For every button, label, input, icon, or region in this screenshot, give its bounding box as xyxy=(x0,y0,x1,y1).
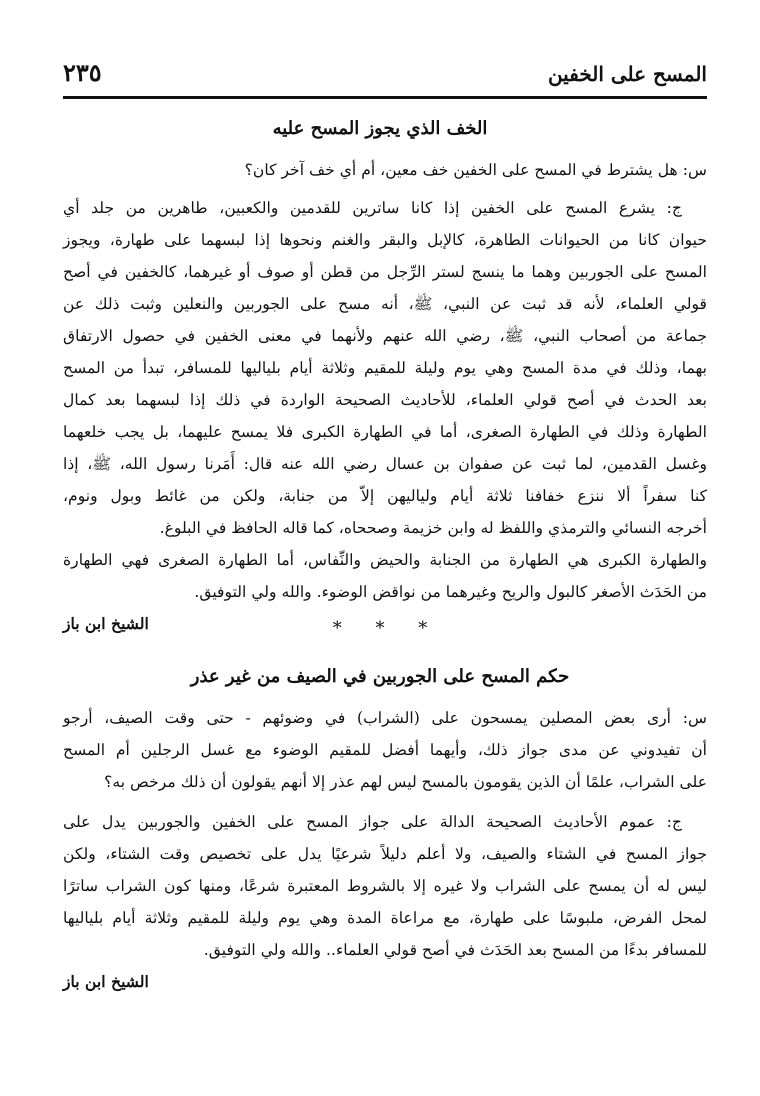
answer-line: المسح على الجوربين وهما ما ينسج لستر الرِّجل من قطن أو صوف أو غيرهما، كالخفين في أصح xyxy=(63,263,707,281)
section-title-1: الخف الذي يجوز المسح عليه xyxy=(272,118,488,139)
answer-line: ج: يشرع المسح على الخفين إذا كانا ساترين للقدمين والكعبين، طاهرين من جلد أي xyxy=(63,199,682,217)
answer-line: جواز المسح في الشتاء والصيف، ولا أعلم دليلاً شرعيًا يدل على تخصيص وقت الشتاء، ولكن xyxy=(63,845,707,863)
answer-line: وغسل القدمين، لما ثبت عن صفوان بن عسال رضي الله عنه قال: أَمَرنا رسول الله، ﷺ، إذا xyxy=(63,455,707,473)
section-title-2: حكم المسح على الجوربين في الصيف من غير عذر xyxy=(190,666,570,687)
divider-star: * xyxy=(332,618,342,639)
page-header xyxy=(63,58,707,92)
running-title: المسح على الخفين xyxy=(547,62,707,86)
answer-line: للمسافر بدءًا من المسح بعد الحَدَث في أصح قولي العلماء.. والله ولي التوفيق. xyxy=(203,941,707,959)
question-line: أن تفيدوني عن مدى جواز ذلك، وأيهما أفضل للمقيم الوضوء مع غسل الرجلين أم المسح xyxy=(63,741,707,759)
answer-line: حيوان كانا من الحيوانات الطاهرة، كالإبل والبقر والغنم ونحوها إذا لبسهما على طهارة، ويجوز xyxy=(63,231,707,249)
answer-line: قولي العلماء، لأنه قد ثبت عن النبي، ﷺ، أنه مسح على الجوربين والنعلين وثبت ذلك عن xyxy=(63,295,707,313)
answer-line: أخرجه النسائي والترمذي واللفظ له وابن خزيمة وصححاه، كما قاله الحافظ في البلوغ. xyxy=(159,519,707,537)
question-line: على الشراب، علمًا أن الذين يقومون بالمسح ليس لهم عذر إلا أنهم يقولون أن ذلك مرخص به؟ xyxy=(104,773,707,791)
answer-line: كنا سفراً ألا ننزع خفافنا ثلاثة أيام ولياليهن إلاّ من جنابة، ولكن من غائط وبول ونوم، xyxy=(63,487,707,505)
question-line: س: أرى بعض المصلين يمسحون على (الشراب) في وضوئهم - حتى وقت الصيف، أرجو xyxy=(63,709,707,727)
answer-line: والطهارة الكبرى هي الطهارة من الجنابة والحيض والنِّفاس، أما الطهارة الصغرى فهي الطهارة xyxy=(63,551,707,569)
answer-line: جماعة من أصحاب النبي، ﷺ، رضي الله عنهم ولأنهما في معنى الخفين في حصول الارتفاق xyxy=(63,327,707,345)
header-rule xyxy=(63,96,707,99)
answer-line: بعد الحدث في أصح قولي العلماء، للأحاديث الصحيحة الواردة في ذلك إذا لبسهما بعد كمال xyxy=(63,391,707,409)
divider-star: * xyxy=(418,618,428,639)
question-line: س: هل يشترط في المسح على الخفين خف معين، أم أي خف آخر كان؟ xyxy=(244,161,707,179)
answer-line: من الحَدَث الأصغر كالبول والريح وغيرهما من نواقض الوضوء. والله ولي التوفيق. xyxy=(194,583,707,601)
divider-star: * xyxy=(375,618,385,639)
answer-line: الطهارة وذلك في الطهارة الصغرى، أما في الطهارة الكبرى فلا يمسح عليهما، بل يجب خلعهما xyxy=(63,423,707,441)
signature: الشيخ ابن باز xyxy=(63,614,149,633)
answer-line: ليس له أن يمسح على الشراب ولا غيره إلا بالشروط المعتبرة شرعًا، ومنها كون الشراب ساترًا xyxy=(63,877,707,895)
answer-line: لمحل الفرض، ملبوسًا على طهارة، مع مراعاة المدة وهي يوم وليلة للمقيم وثلاثة أيام بلياليها xyxy=(63,909,707,927)
signature: الشيخ ابن باز xyxy=(63,972,149,991)
answer-line: بهما، وذلك في مدة المسح وهي يوم وليلة للمقيم وثلاثة أيام بلياليها للمسافر، تبدأ من المسح xyxy=(63,359,707,377)
answer-line: ج: عموم الأحاديث الصحيحة الدالة على جواز المسح على الخفين والجوربين يدل على xyxy=(63,813,682,831)
section-divider xyxy=(0,618,760,639)
page-number: ٢٣٥ xyxy=(63,58,102,87)
